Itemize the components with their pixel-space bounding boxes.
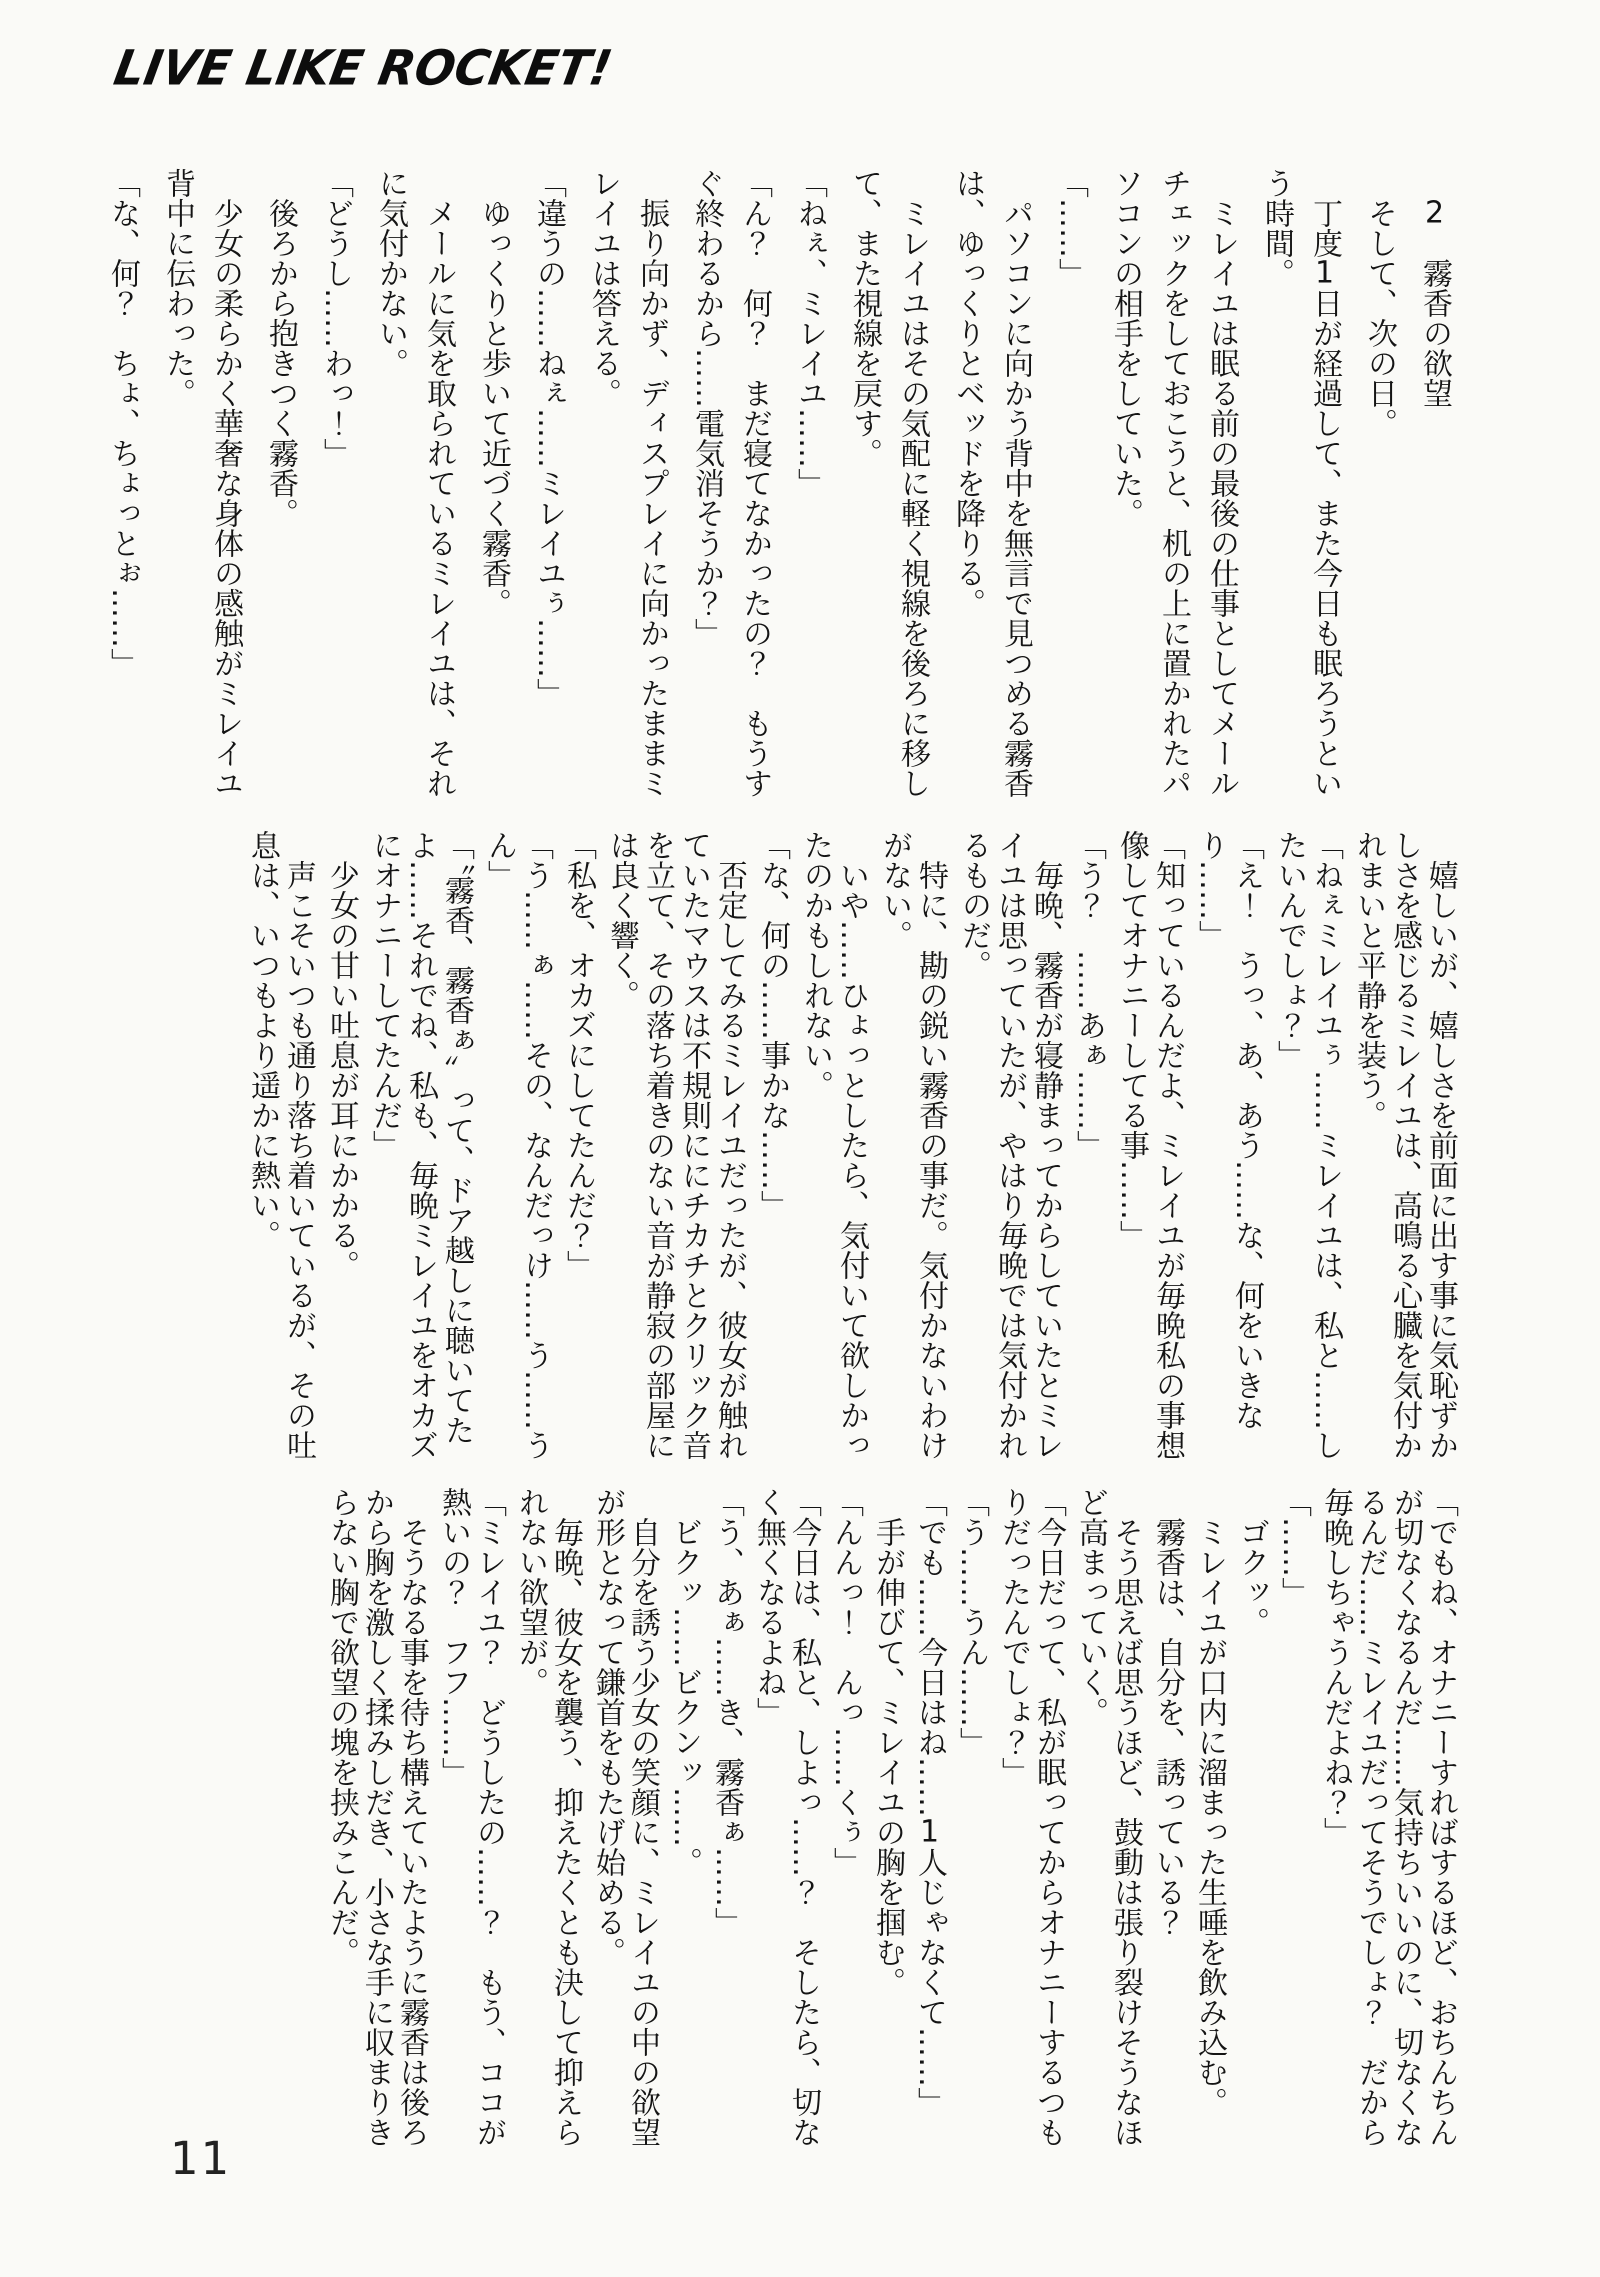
paragraph: 声こそいつも通り落ち着いているが、その吐息は、いつもより遥かに熱い。 <box>245 830 316 1460</box>
upright-digit: 2 <box>1424 198 1445 228</box>
paragraph: 「う……うん……」 <box>954 1487 989 1757</box>
paragraph: ミレイユが口内に溜まった生唾を飲み込む。 <box>1192 1517 1227 2117</box>
upright-digit: 1 <box>1314 258 1335 288</box>
paragraph: 「う？ ……あぁ……」 <box>1071 830 1106 1160</box>
paragraph: 「違うの……ねぇ……ミレイユぅ……」 <box>531 168 566 708</box>
paragraph: 「……」 <box>1053 168 1088 288</box>
paragraph: ゆっくりと歩いて近づく霧香。 <box>476 198 511 618</box>
paragraph: 「どうし……わっ！」 <box>318 168 353 468</box>
paragraph: そうなる事を待ち構えていたように霧香は後ろから胸を激しく揉みしだき、小さな手に収まりきらない胸で欲望の塊を挟みこんだ。 <box>324 1487 429 2147</box>
paragraph: 「知っているんだよ、ミレイユが毎晩私の事想像してオナニーしてる事……」 <box>1114 830 1185 1460</box>
paragraph: そして、次の日。 <box>1362 198 1397 438</box>
upright-digit: 1 <box>919 1817 940 1847</box>
paragraph: いや……ひょっとしたら、気付いて欲しかったのかもしれない。 <box>798 830 869 1460</box>
paragraph: ゴクッ。 <box>1234 1517 1269 1637</box>
paragraph: そう思えば思うほど、鼓動は張り裂けそうなほど高まっていく。 <box>1073 1487 1143 2147</box>
paragraph: 「う……ぁ……その、なんだっけ……う……うん」 <box>482 830 553 1460</box>
paragraph: 「私を、オカズにしてたんだ？」 <box>561 830 596 1280</box>
paragraph: 「今日だって、私が眠ってからオナニーするつもりだったんでしょ？」 <box>996 1487 1066 2147</box>
paragraph: ビクッ……ビクンッ……。 <box>667 1517 702 1877</box>
paragraph: 「んんっ！ んっ……くぅ」 <box>828 1487 863 1877</box>
paragraph: ミレイユは眠る前の最後の仕事としてメールチェックをしておこうと、机の上に置かれたパソコンの相手をしていた。 <box>1108 168 1239 798</box>
paragraph: 「でもね、オナニーすればするほど、おちんちんが切なくなるんだ……気持ちいいのに、切なくなるんだ……ミレイユだってそうでしょ？ だから毎晩しちゃうんだよね？」 <box>1318 1487 1458 2147</box>
paragraph: 手が伸びて、ミレイユの胸を掴む。 <box>870 1517 905 1997</box>
paragraph: 2 霧香の欲望 <box>1417 198 1452 408</box>
paragraph: 後ろから抱きつく霧香。 <box>263 198 298 528</box>
paragraph: メールに気を取られているミレイユは、それに気付かない。 <box>373 168 456 798</box>
paragraph: 「ミレイユ？ どうしたの……？ もう、ココが熱いの？ フフ……」 <box>436 1487 506 2147</box>
text-band-top <box>105 168 1458 800</box>
paragraph: 丁度1日が経過して、また今日も眠ろうという時間。 <box>1259 168 1342 798</box>
page-number: 11 <box>170 2132 232 2185</box>
paragraph: 振り向かず、ディスプレイに向かったままミレイユは答える。 <box>586 168 669 798</box>
paragraph: 毎晩、彼女を襲う、抑えたくとも決して抑えられない欲望が。 <box>513 1487 583 2147</box>
paragraph: 毎晩、霧香が寝静まってからしていたとミレイユは思っていたが、やはり毎晩では気付かれるものだ。 <box>956 830 1063 1460</box>
paragraph: ミレイユはその気配に軽く視線を後ろに移して、また視線を戻す。 <box>847 168 930 798</box>
paragraph: 「ねぇミレイユぅ……ミレイユは、私と……したいんでしょ？」 <box>1272 830 1343 1460</box>
paragraph: 「……」 <box>1276 1487 1311 1607</box>
paragraph: 否定してみるミレイユだったが、彼女が触れていたマウスは不規則ににチカチとクリック音を立て、その落ち着きのない音が静寂の部屋には良く響く。 <box>604 830 747 1460</box>
paragraph: 「ねぇ、ミレイユ……」 <box>792 168 827 498</box>
paragraph: 「な、何の……事かな……」 <box>755 830 790 1220</box>
paragraph: 少女の柔らかく華奢な身体の感触がミレイユ背中に伝わった。 <box>160 168 243 798</box>
text-band-bottom <box>118 1487 1458 2147</box>
paragraph: 特に、勘の鋭い霧香の事だ。気付かないわけがない。 <box>877 830 948 1460</box>
logo-live-like-rocket: LIVE LIKE ROCKET! <box>110 39 617 96</box>
text-band-middle <box>128 830 1458 1462</box>
paragraph: パソコンに向かう背中を無言で見つめる霧香は、ゆっくりとベッドを降りる。 <box>950 168 1033 798</box>
paragraph: 「う、あぁ……き、霧香ぁ……」 <box>709 1487 744 1937</box>
paragraph: 「今日は、私と、しよっ……？ そしたら、切なく無くなるよね」 <box>751 1487 821 2147</box>
paragraph: 「でも……今日はね……1人じゃなくて……」 <box>912 1487 947 2117</box>
paragraph: 「え！ うっ、あ、あう……な、何をいきなり……」 <box>1193 830 1264 1430</box>
paragraph: 自分を誘う少女の笑顔に、ミレイユの中の欲望が形となって鎌首をもたげ始める。 <box>590 1487 660 2147</box>
paragraph: 少女の甘い吐息が耳にかかる。 <box>324 860 359 1280</box>
paragraph: 「な、何？ ちょ、ちょっとぉ……」 <box>105 168 140 678</box>
paragraph: 霧香は、自分を、誘っている？ <box>1150 1517 1185 1937</box>
paragraph: 「〝霧香、霧香ぁ〟って、ドア越しに聴いてたよ……それでね、私も、毎晩ミレイユをオカズにオナニーしてたんだ」 <box>367 830 474 1460</box>
paragraph: 嬉しいが、嬉しさを前面に出す事に気恥ずかしさを感じるミレイユは、高鳴る心臓を気付かれまいと平静を装う。 <box>1351 830 1458 1460</box>
paragraph: 「ん？ 何？ まだ寝てなかったの？ もうすぐ終わるから……電気消そうか？」 <box>689 168 772 798</box>
